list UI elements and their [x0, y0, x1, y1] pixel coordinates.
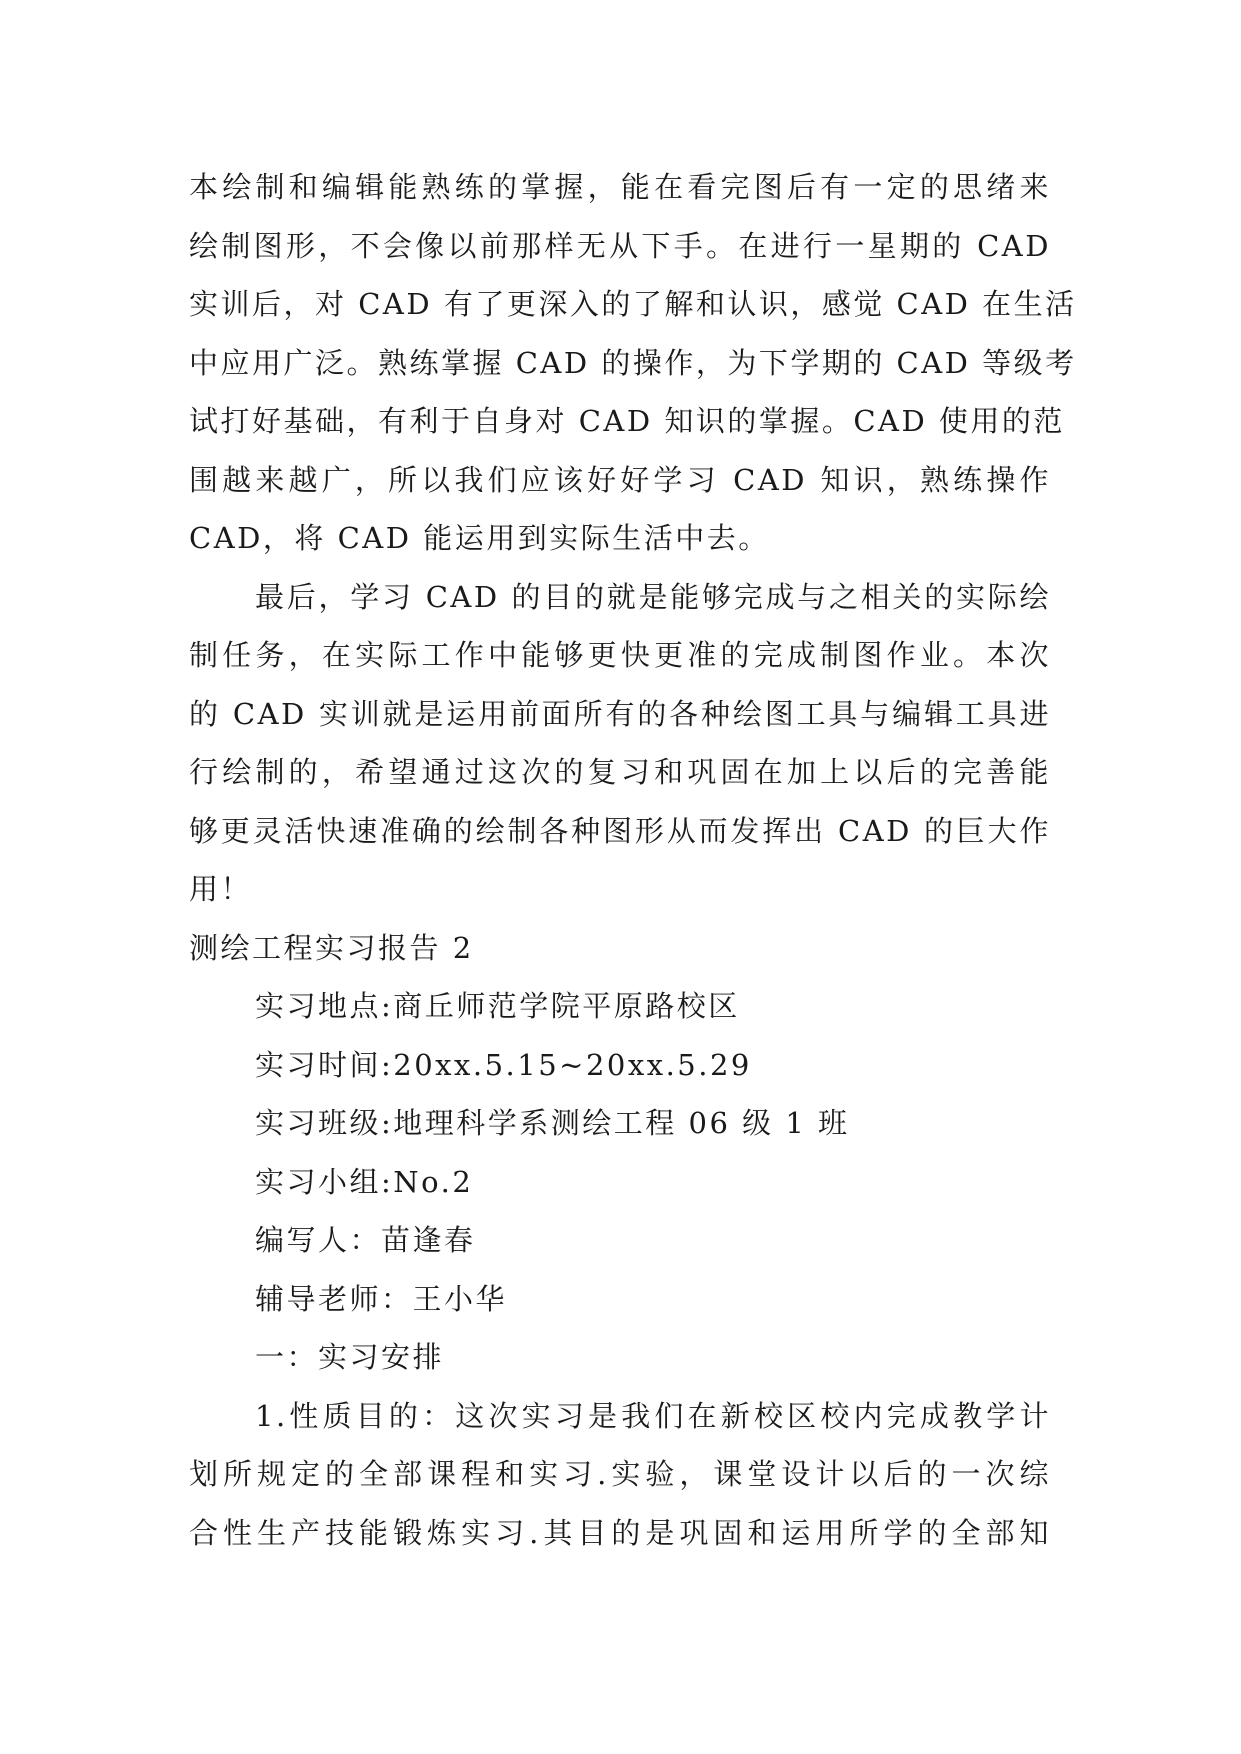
text-line: 制任务，在实际工作中能够更快更准的完成制图作业。本次: [189, 638, 1051, 672]
info-class: 实习班级:地理科学系测绘工程 06 级 1 班: [255, 1106, 850, 1140]
text-line: 试打好基础，有利于自身对 CAD 知识的掌握。CAD 使用的范: [189, 404, 1065, 438]
text-line: 用！: [189, 872, 253, 906]
info-location: 实习地点:商丘师范学院平原路校区: [255, 989, 740, 1023]
document-body: [189, 158, 1077, 1562]
text-line: 围越来越广，所以我们应该好好学习 CAD 知识，熟练操作: [189, 462, 1051, 497]
text-line: 绘制图形，不会像以前那样无从下手。在进行一星期的 CAD: [189, 228, 1051, 263]
report-title: 测绘工程实习报告 2: [189, 930, 474, 965]
report-info: [189, 977, 1051, 1328]
text-line: 的 CAD 实训就是运用前面所有的各种绘图工具与编辑工具进: [189, 696, 1051, 731]
paragraph-cad-conclusion: [189, 568, 1051, 919]
text-line: 最后，学习 CAD 的目的就是能够完成与之相关的实际绘: [255, 579, 1051, 614]
text-line: 本绘制和编辑能熟练的掌握，能在看完图后有一定的思绪来: [189, 170, 1051, 204]
text-line: 实训后，对 CAD 有了更深入的了解和认识，感觉 CAD 在生活: [189, 287, 1077, 321]
info-writer: 编写人：苗逢春: [255, 1223, 476, 1257]
text-line: 1.性质目的：这次实习是我们在新校区校内完成教学计: [255, 1398, 1051, 1433]
text-line: 够更灵活快速准确的绘制各种图形从而发挥出 CAD 的巨大作: [189, 813, 1051, 848]
text-line: 中应用广泛。熟练掌握 CAD 的操作，为下学期的 CAD 等级考: [189, 345, 1077, 380]
text-line: 行绘制的，希望通过这次的复习和巩固在加上以后的完善能: [189, 755, 1051, 789]
info-time: 实习时间:20xx.5.15~20xx.5.29: [255, 1047, 752, 1082]
paragraph-internship-purpose: [189, 1387, 1051, 1563]
info-group: 实习小组:No.2: [255, 1164, 474, 1199]
text-line: 合性生产技能锻炼实习.其目的是巩固和运用所学的全部知: [189, 1515, 1051, 1550]
text-line: 划所规定的全部课程和实习.实验，课堂设计以后的一次综: [189, 1457, 1051, 1491]
section-heading: 一：实习安排: [255, 1340, 445, 1374]
text-line: CAD，将 CAD 能运用到实际生活中去。: [189, 521, 770, 555]
info-advisor: 辅导老师：王小华: [255, 1281, 508, 1316]
paragraph-cad-summary: [189, 158, 1077, 568]
